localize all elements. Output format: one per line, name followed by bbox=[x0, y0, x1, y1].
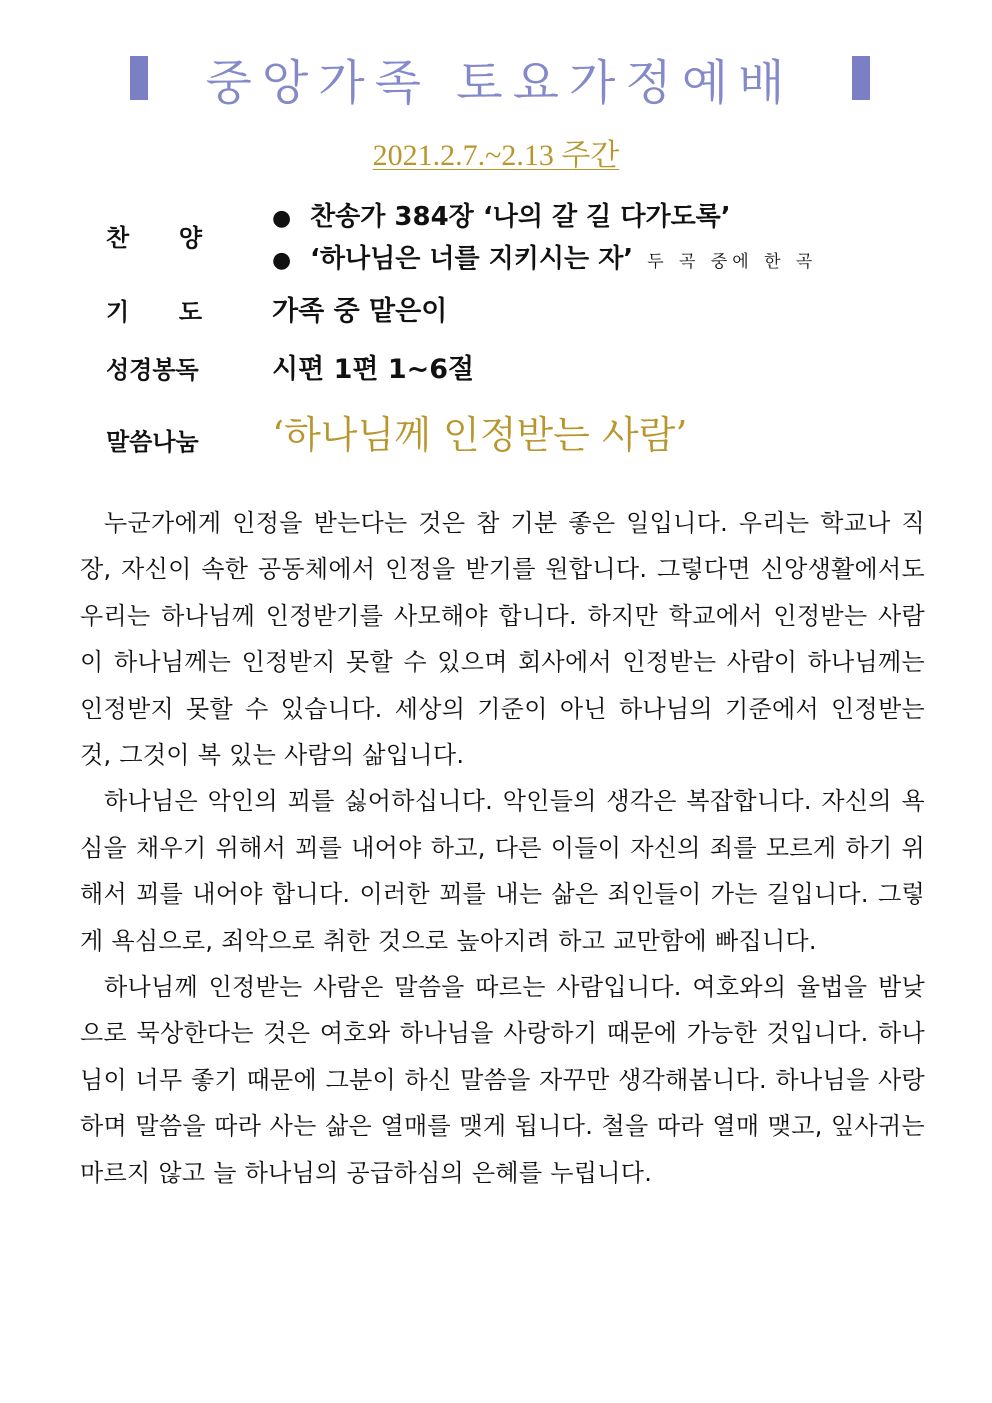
sermon-label: 말씀나눔 bbox=[106, 428, 199, 456]
hymn-label-char-1: 찬 bbox=[106, 224, 130, 252]
bullet-icon: ● bbox=[272, 206, 292, 231]
body-paragraph: 하나님께 인정받는 사람은 말씀을 따르는 사람입니다. 여호와의 율법을 밤낮으로 묵상한다는 것은 여호와 하나님을 사랑하기 때문에 가능한 것입니다. 하나님이 너무 좋기 때문에 그분이 하신 말씀을 자꾸만 생각해봅니다. 하나님을 사랑하며 말씀을 따라 사는 삶은 열매를 맺게 됩니다. 철을 따라 열매 맺고, 잎사귀는 마르지 않고 늘 하나님의 공급하심의 은혜를 누립니다. bbox=[80, 973, 925, 1187]
body-paragraph: 하나님은 악인의 꾀를 싫어하십니다. 악인들의 생각은 복잡합니다. 자신의 욕심을 채우기 위해서 꾀를 내어야 하고, 다른 이들이 자신의 죄를 모르게 하기 위해서 꾀를 내어야 합니다. 이러한 꾀를 내는 삶은 죄인들이 가는 길입니다. 그렇게 욕심으로, 죄악으로 취한 것으로 높아지려 하고 교만함에 빠집니다. bbox=[80, 787, 925, 955]
hymn-item-1-text: 찬송가 384장 ‘나의 갈 길 다가도록’ bbox=[310, 202, 731, 232]
reading-label: 성경봉독 bbox=[106, 356, 199, 384]
hymn-label-char-2: 양 bbox=[178, 224, 202, 252]
prayer-value: 가족 중 맡은이 bbox=[272, 296, 448, 327]
hymn-item-1 bbox=[272, 196, 731, 233]
sermon-title: ‘하나님께 인정받는 사람’ bbox=[272, 413, 688, 457]
week-subtitle: 2021.2.7.~2.13 주간 bbox=[372, 139, 620, 172]
prayer-label bbox=[106, 292, 202, 327]
prayer-label-char-1: 기 bbox=[106, 298, 130, 326]
body-paragraph: 누군가에게 인정을 받는다는 것은 참 기분 좋은 일입니다. 우리는 학교나 직장, 자신이 속한 공동체에서 인정을 받기를 원합니다. 그렇다면 신앙생활에서도 우리는 하나님께 인정받기를 사모해야 합니다. 하지만 학교에서 인정받는 사람이 하나님께는 인정받지 못할 수 있으며 회사에서 인정받는 사람이 하나님께는 인정받지 못할 수 있습니다. 세상의 기준이 아닌 하나님의 기준에서 인정받는 것, 그것이 복 있는 사람의 삶입니다. bbox=[80, 509, 925, 770]
prayer-label-char-2: 도 bbox=[178, 298, 202, 326]
hymn-choice-note: 두 곡 중에 한 곡 bbox=[647, 252, 818, 272]
hymn-item-2 bbox=[272, 238, 817, 275]
reading-value: 시편 1편 1~6절 bbox=[272, 354, 475, 385]
page-title: 중앙가족 토요가정예배 bbox=[205, 54, 795, 111]
order-of-service bbox=[0, 0, 992, 470]
bullet-icon: ● bbox=[272, 248, 292, 273]
hymn-label bbox=[106, 218, 202, 253]
hymn-item-2-text: ‘하나님은 너를 지키시는 자’ bbox=[310, 244, 634, 274]
sermon-body bbox=[80, 500, 925, 1196]
